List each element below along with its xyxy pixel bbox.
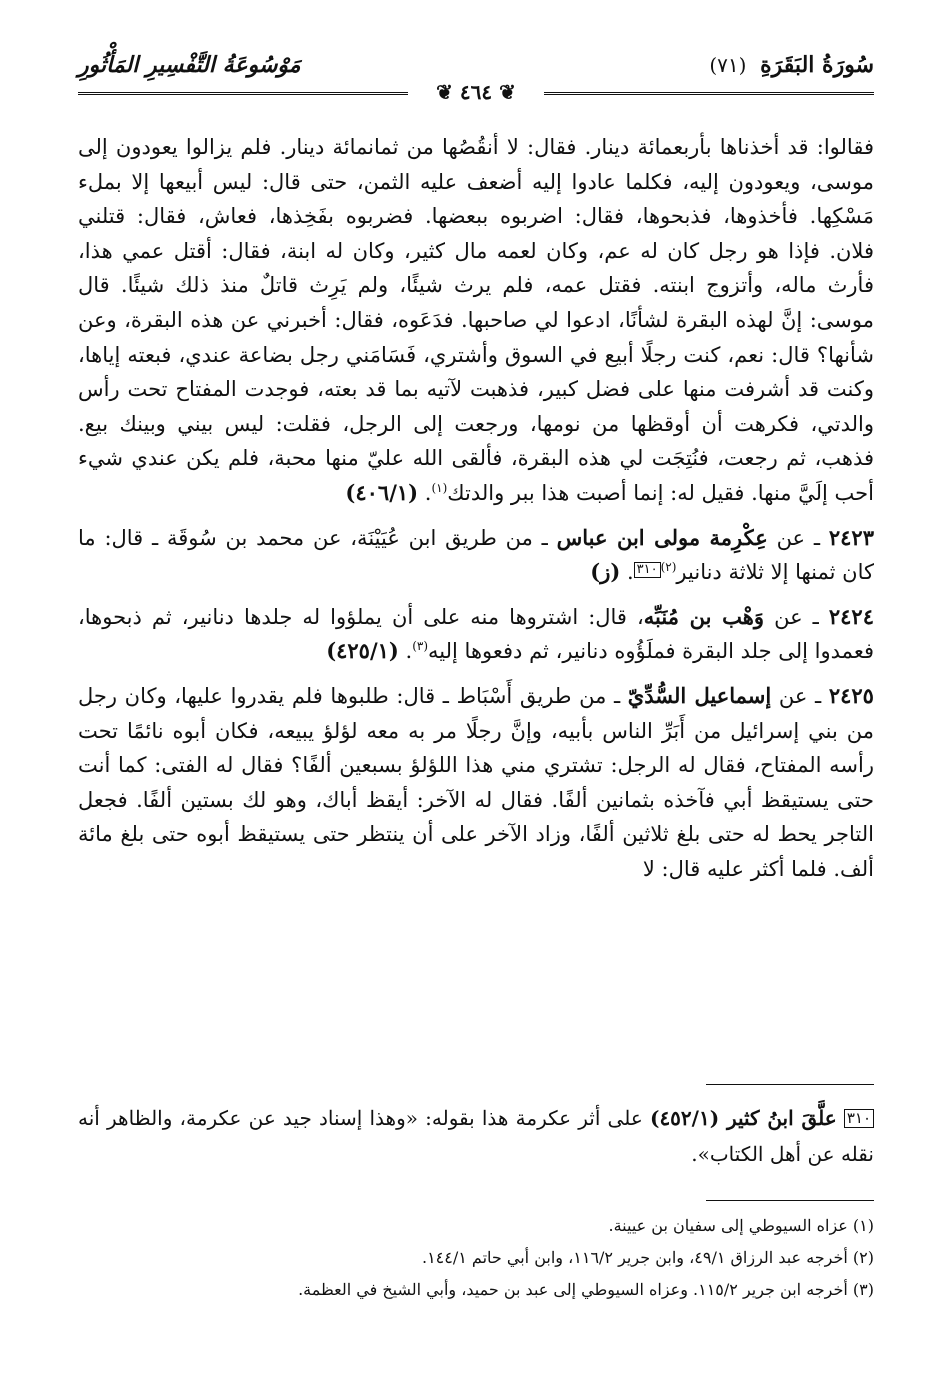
commentary-text: على أثر عكرمة هذا بقوله: «وهذا إسناد جيد عن عكرمة، والظاهر أنه نقله عن أهل الكتاب».	[78, 1106, 874, 1166]
reference: (٤٢٥/١)	[326, 638, 399, 664]
narrator-name: إسماعيل السُّدِّيّ	[627, 682, 772, 708]
commentary-box-number: ٣١٠	[634, 562, 661, 578]
footnotes-separator	[706, 1200, 874, 1201]
reference: (٤٠٦/١)	[345, 479, 419, 505]
paragraph-continued: فقالوا: قد أخذناها بأربعمائة دينار. فقال: لا أنقُصُها من ثمانمائة دينار. فلم يزالوا يعودون إلى موسى، ويعودون إليه، فكلما عادوا إليه أضعف عليه الثمن، حتى قال: ليس أبيعها إلا بملء مَسْكِها. فأخذوها، فذبحوها، فقال: اضربوه ببعضها. فضربوه بفَخِذها، فعاش، فقال: قتلني فلان. فإذا هو رجل كان له عم، وكان لعمه مال كثير، وكان له ابنة، فقال: أقتل عمي هذا، فأرث ماله، وأتزوج ابنته. فقتل عمه، فلم يرث شيئًا، ولم يَرِث قاتلٌ منذ ذلك شيئًا. قال موسى: إنَّ لهذه البقرة لشأنًا، ادعوا لي صاحبها. فدَعَوه، فقال: أخبرني عن هذه البقرة، وعن شأنها؟ قال: نعم، كنت رجلًا أبيع في السوق وأشتري، فَسَامَني رجل بضاعة عندي، فبعته إياها، وكنت قد أشرفت منها على فضل كبير، فذهبت لآتيه بما قد بعته، فوجدت المفتاح تحت رأس والدتي، فكرهت أن أوقظها من نومها، ورجعت إلى الرجل، فقلت: ليس بيني وبينك بيع. فذهب، ثم رجعت، فنُتِجَت لي هذه البقرة، فألقى الله عليّ منها محبة، فلم يكن عندي شيء أحب إلَيَّ منها. فقيل له: إنما أصبت هذا ببر والدتك$^{(١)}$. (٤٠٦/١)	[78, 135, 874, 505]
book-title: مَوْسُوعَةُ التَّفْسِيرِ المَأْثُورِ	[78, 52, 301, 78]
commentary-separator	[706, 1084, 874, 1085]
footnotes	[78, 1210, 874, 1306]
paragraph-text: فقالوا: قد أخذناها بأربعمائة دينار. فقال: لا أنقُصُها من ثمانمائة دينار. فلم يزالوا يعودون إلى موسى، ويعودون إليه، فكلما عادوا إليه أضعف عليه الثمن، حتى قال: ليس أبيعها إلا بملء مَسْكِها. فأخذوها، فذبحوها، فقال: اضربوه ببعضها. فضربوه بفَخِذها، فعاش، فقال: قتلني فلان. فإذا هو رجل كان له عم، وكان لعمه مال كثير، وكان له ابنة، فقال: أقتل عمي هذا، فأرث ماله، وأتزوج ابنته. فقتل عمه، فلم يرث شيئًا، ولم يَرِث قاتلٌ منذ ذلك شيئًا. قال موسى: إنَّ لهذه البقرة لشأنًا، ادعوا لي صاحبها. فدَعَوه، فقال: أخبرني عن هذه البقرة، وعن شأنها؟ قال: نعم، كنت رجلًا أبيع في السوق وأشتري، فَسَامَني رجل بضاعة عندي، فبعته إياها، وكنت قد أشرفت منها على فضل كبير، فذهبت لآتيه بما قد بعته، فوجدت المفتاح تحت رأس والدتي، فكرهت أن أوقظها من نومها، ورجعت إلى الرجل، فقلت: ليس بيني وبينك بيع. فذهب، ثم رجعت، فنُتِجَت لي هذه البقرة، فألقى الله عليّ منها محبة، فلم يكن عندي شيء أحب إلَيَّ منها. فقيل له: إنما أصبت هذا ببر والدتك	[78, 135, 874, 505]
page-ornament-right: ❦	[492, 80, 516, 104]
footnote-marker: (٢)	[660, 560, 677, 575]
entry-2424: ٢٤٢٤ ـ عن وَهْب بن مُنَبِّه، قال: اشتروها منه على أن يملؤوا له جلدها دنانير، ثم ذبحوها، فعمدوا إلى جلد البقرة فملَؤُوه دنانير، ثم دفعوها إليه$^{(٣)}$. (٤٢٥/١)	[78, 603, 874, 664]
page-number-text: ٤٦٤	[459, 80, 493, 104]
footnote-marker: (٣)	[412, 639, 429, 654]
main-text	[78, 130, 874, 886]
entry-number: ٢٤٢٥	[828, 682, 874, 708]
header-rule-left	[78, 92, 408, 95]
entry-text: ـ من طريق ابن عُيَيْنَة، عن محمد بن سُوقَة ـ قال: ما كان ثمنها إلا ثلاثة دنانير	[78, 525, 874, 585]
entry-2425	[78, 679, 874, 887]
page-ornament-left: ❦	[436, 80, 460, 104]
commentary-box-number: ٣١٠	[844, 1109, 874, 1128]
entry-intro: ـ عن	[776, 525, 821, 550]
entry-intro: ـ عن	[774, 604, 819, 629]
entry-text: ، قال: اشتروها منه على أن يملؤوا له جلدها دنانير، ثم ذبحوها، فعمدوا إلى جلد البقرة فملَؤُوه دنانير، ثم دفعوها إليه	[78, 604, 874, 664]
page-number	[430, 80, 522, 104]
entry-number: ٢٤٢٣	[828, 524, 874, 550]
narrator-name: عِكْرِمة مولى ابن عباس	[556, 524, 768, 550]
entry-text: ـ من طريق أَسْبَاط ـ قال: طلبوها فلم يقدروا عليها، وكان رجل من بني إسرائيل من أَبَرِّ الناس بأبيه، وإنَّ رجلًا مر به معه لؤلؤ يبيعه، فكان أبوه نائمًا تحت رأسه المفتاح، فقال له الرجل: تشتري مني هذا اللؤلؤ بسبعين ألفًا؟ فقال له الفتى: كما أنت حتى يستيقظ أبي فآخذه بثمانين ألفًا. فقال له الآخر: أيقظ أباك، وهو لك بستين ألفًا. فجعل التاجر يحط له حتى بلغ ثلاثين ألفًا، وزاد الآخر على أن ينتظر حتى يستيقظ أبوه حتى بلغ مائة ألف. فلما أكثر عليه قال: لا	[78, 683, 874, 881]
reference: (ز)	[590, 559, 621, 585]
footnote-marker: (١)	[431, 480, 448, 495]
footnote-1: (١) عزاه السيوطي إلى سفيان بن عيينة.	[608, 1216, 874, 1235]
entry-intro: ـ عن	[778, 683, 822, 708]
surah-name: سُورَةُ البَقَرَةِ	[760, 52, 874, 78]
ayah-number: (٧١)	[709, 53, 747, 77]
surah-heading	[709, 52, 874, 78]
commentary-lead: علَّقَ ابنُ كثير (٤٥٢/١)	[649, 1106, 837, 1130]
entry-2423: ٢٤٢٣ ـ عن عِكْرِمة مولى ابن عباس ـ من طريق ابن عُيَيْنَة، عن محمد بن سُوقَة ـ قال: ما كان ثمنها إلا ثلاثة دنانير$^{(٢)}$٣١٠. (ز)	[78, 524, 874, 585]
narrator-name: وَهْب بن مُنَبِّه	[643, 603, 765, 629]
commentary-note	[78, 1100, 874, 1172]
page-header	[78, 52, 874, 102]
header-rule-right	[544, 92, 874, 95]
footnote-3: (٣) أخرجه ابن جرير ١١٥/٢. وعزاه السيوطي إلى عبد بن حميد، وأبي الشيخ في العظمة.	[298, 1280, 874, 1299]
entry-number: ٢٤٢٤	[828, 603, 874, 629]
footnote-2: (٢) أخرجه عبد الرزاق ٤٩/١، وابن جرير ١١٦/٢، وابن أبي حاتم ١٤٤/١.	[421, 1248, 874, 1267]
